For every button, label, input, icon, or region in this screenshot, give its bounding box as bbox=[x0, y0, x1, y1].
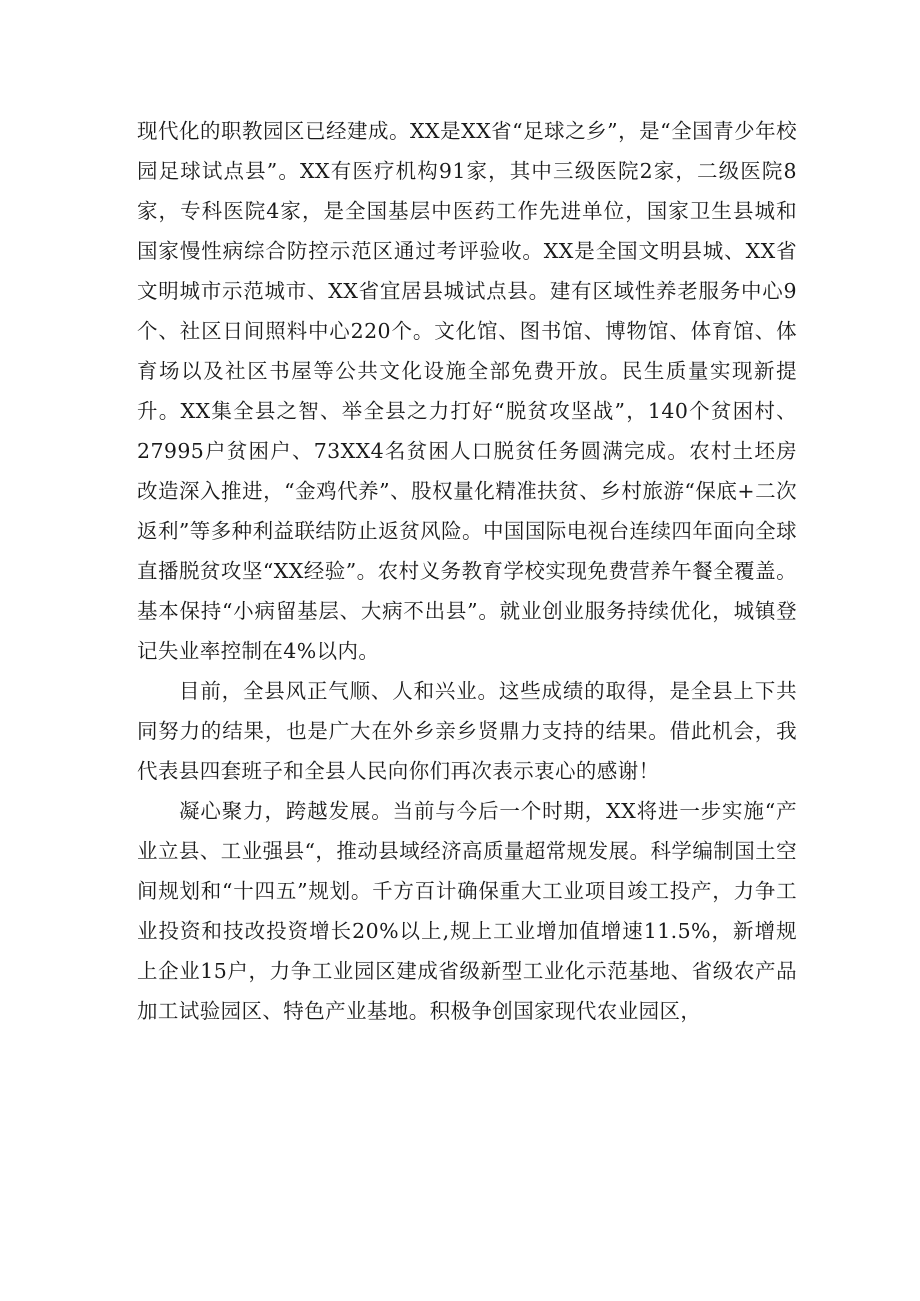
paragraph-thanks: 目前，全县风正气顺、人和兴业。这些成绩的取得，是全县上下共同努力的结果，也是广大在外乡亲乡贤鼎力支持的结果。借此机会，我代表县四套班子和全县人民向你们再次表示衷心的感谢！ bbox=[137, 679, 797, 783]
paragraph-development: 凝心聚力，跨越发展。当前与今后一个时期，XX将进一步实施“产业立县、工业强县“，推动县域经济高质量超常规发展。科学编制国土空间规划和“十四五”规划。千方百计确保重大工业项目竣工投产，力争工业投资和技改投资增长20%以上,规上工业增加值增速11.5%，新增规上企业15户，力争工业园区建成省级新型工业化示范基地、省级农产品加工试验园区、特色产业基地。积极争创国家现代农业园区， bbox=[137, 799, 797, 1023]
body-text bbox=[137, 111, 797, 1031]
paragraph-continuation: 现代化的职教园区已经建成。XX是XX省“足球之乡”，是“全国青少年校园足球试点县”。XX有医疗机构91家，其中三级医院2家，二级医院8家，专科医院4家，是全国基层中医药工作先进单位，国家卫生县城和国家慢性病综合防控示范区通过考评验收。XX是全国文明县城、XX省文明城市示范城市、XX省宜居县城试点县。建有区域性养老服务中心9个、社区日间照料中心220个。文化馆、图书馆、博物馆、体育馆、体育场以及社区书屋等公共文化设施全部免费开放。民生质量实现新提升。XX集全县之智、举全县之力打好“脱贫攻坚战”，140个贫困村、27995户贫困户、73XX4名贫困人口脱贫任务圆满完成。农村土坯房改造深入推进，“金鸡代养”、股权量化精准扶贫、乡村旅游“保底+二次返利”等多种利益联结防止返贫风险。中国国际电视台连续四年面向全球直播脱贫攻坚“XX经验”。农村义务教育学校实现免费营养午餐全覆盖。基本保持“小病留基层、大病不出县”。就业创业服务持续优化，城镇登记失业率控制在4%以内。 bbox=[137, 119, 797, 663]
